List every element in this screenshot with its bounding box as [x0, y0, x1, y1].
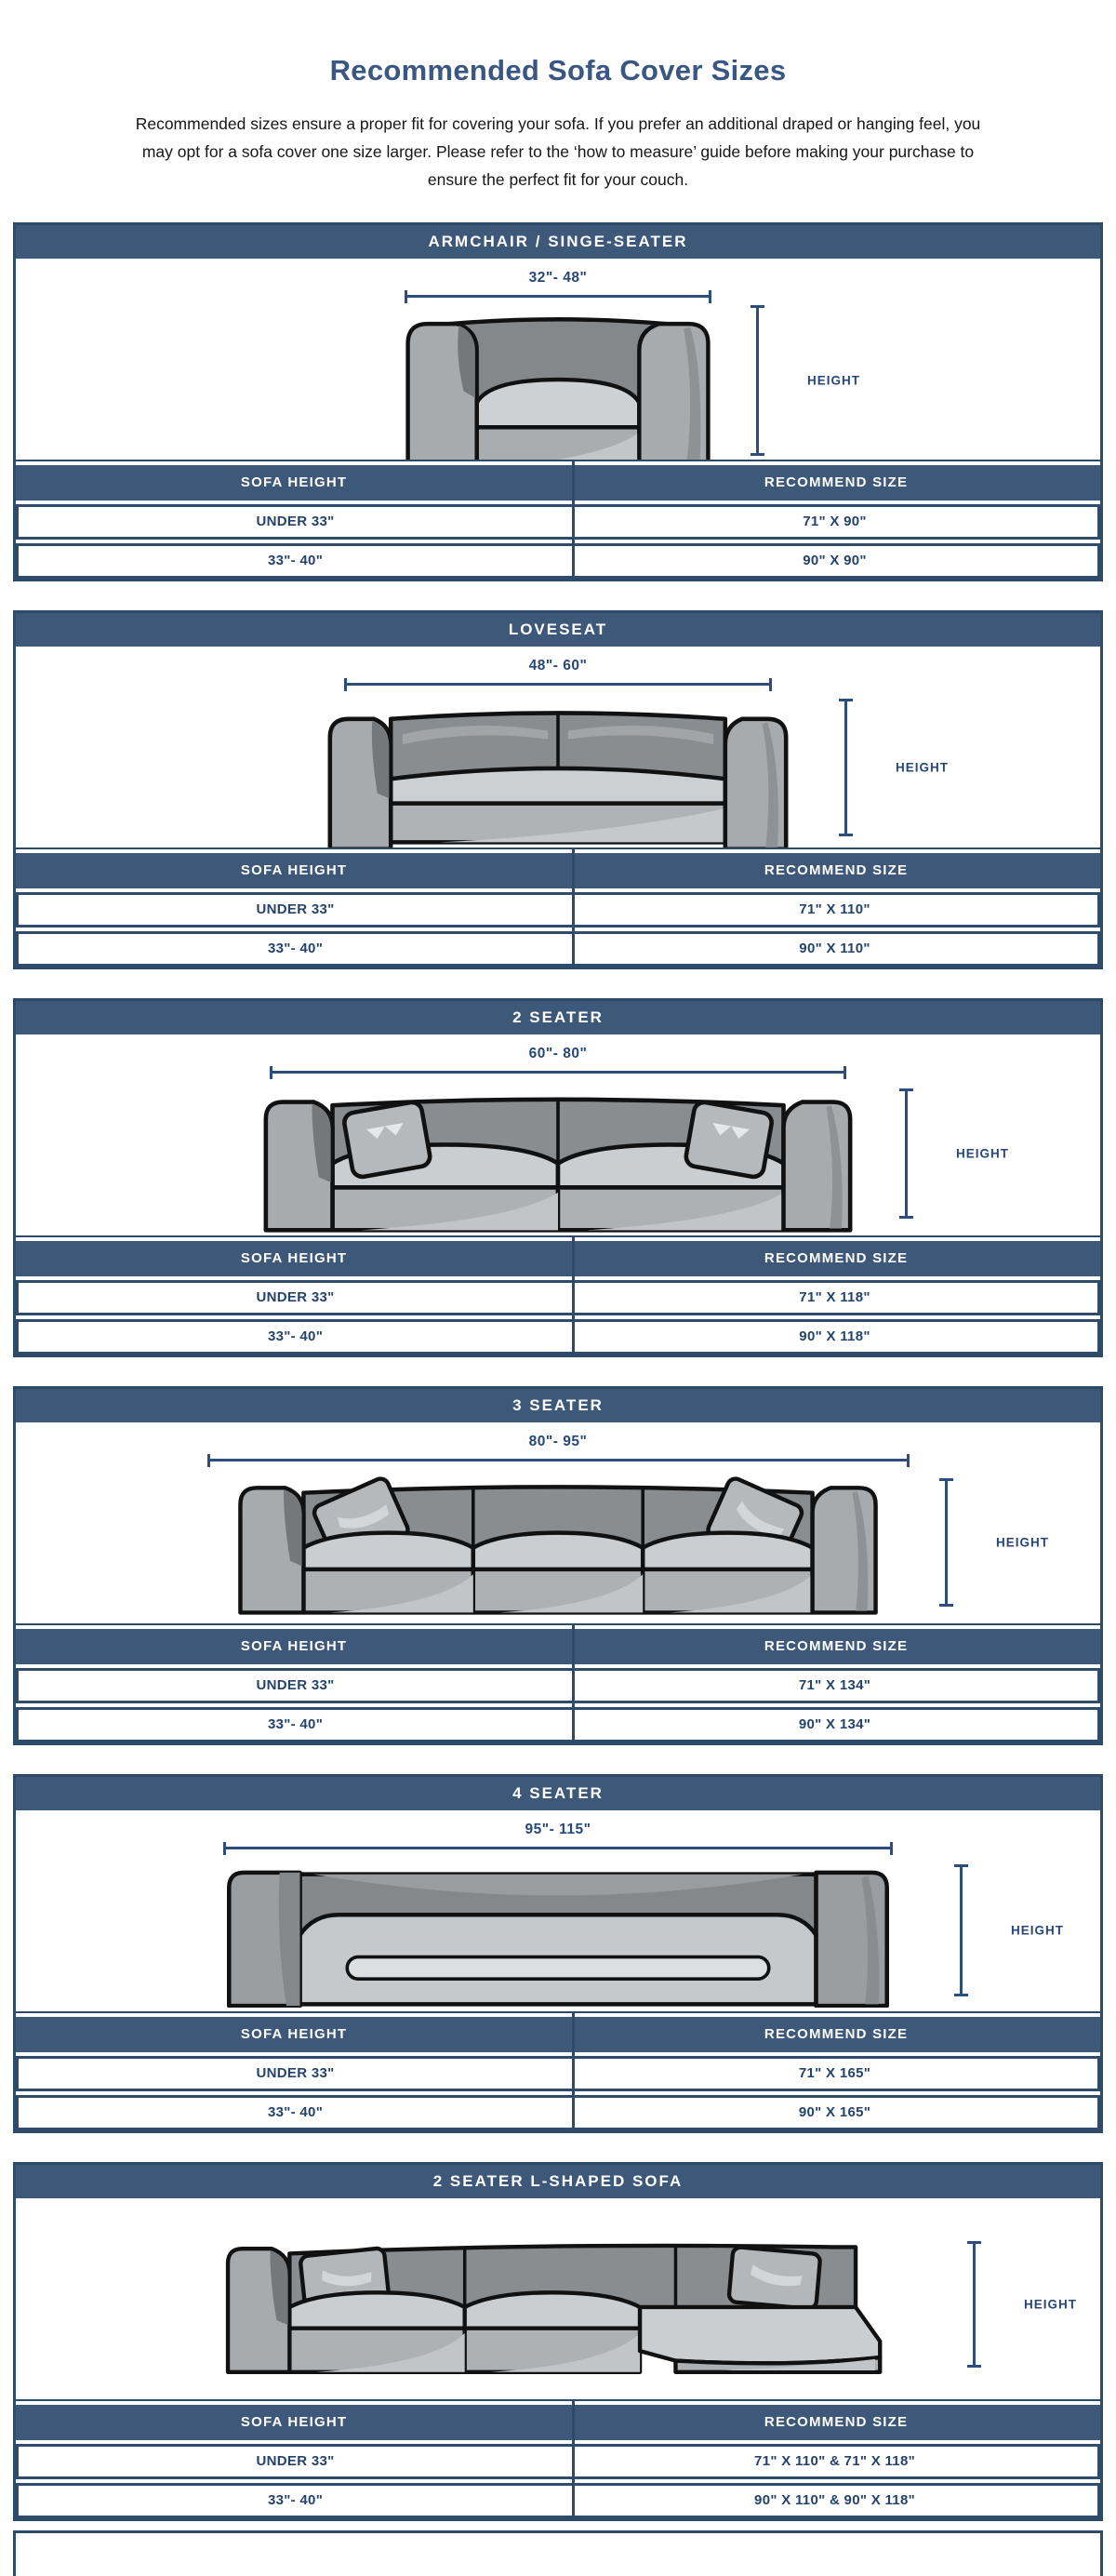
l-shaped-illustration	[16, 2198, 1100, 2399]
cell-sofa-height: UNDER 33"	[256, 2453, 335, 2469]
width-arrow	[405, 290, 711, 303]
cell-recommend-size: 90" X 110" & 90" X 118"	[754, 2492, 916, 2508]
2-seater-drawing	[251, 1087, 865, 1234]
column-divider	[572, 849, 575, 967]
cell-recommend-size: 90" X 90"	[803, 553, 867, 568]
loveseat-illustration	[16, 647, 1100, 848]
height-arrow	[756, 305, 759, 456]
loveseat-size-table	[16, 848, 1100, 967]
loveseat-drawing	[312, 699, 804, 848]
column-divider	[572, 1237, 575, 1355]
height-label: HEIGHT	[807, 373, 861, 388]
cell-sofa-height: UNDER 33"	[256, 1289, 335, 1305]
section-3-seater	[13, 1386, 1103, 1745]
cell-sofa-height: UNDER 33"	[256, 514, 335, 529]
cell-sofa-height: 33"- 40"	[267, 941, 324, 956]
section-2-seater-title: 2 SEATER	[16, 1001, 1100, 1034]
col-sofa-height: SOFA HEIGHT	[240, 862, 348, 878]
table-row	[16, 1668, 1100, 1703]
section-3-seater-title: 3 SEATER	[16, 1389, 1100, 1422]
column-divider	[572, 461, 575, 579]
col-sofa-height: SOFA HEIGHT	[240, 1250, 348, 1266]
cell-recommend-size: 90" X 165"	[798, 2104, 871, 2120]
column-divider	[572, 1625, 575, 1742]
col-recommend-size: RECOMMEND SIZE	[764, 862, 909, 878]
cell-sofa-height: UNDER 33"	[256, 901, 335, 917]
section-armchair	[13, 222, 1103, 581]
height-arrow	[960, 1864, 963, 1996]
col-sofa-height: SOFA HEIGHT	[240, 1638, 348, 1654]
table-row	[16, 1707, 1100, 1742]
table-row	[16, 1319, 1100, 1355]
cell-sofa-height: 33"- 40"	[267, 553, 324, 568]
cell-sofa-height: UNDER 33"	[256, 2065, 335, 2081]
width-dimension	[405, 270, 711, 303]
section-4-seater	[13, 1774, 1103, 2133]
page-title: Recommended Sofa Cover Sizes	[329, 54, 787, 87]
4-seater-illustration	[16, 1810, 1100, 2011]
intro-paragraph	[0, 110, 1116, 194]
2-seater-illustration	[16, 1034, 1100, 1235]
height-label: HEIGHT	[1011, 1923, 1065, 1938]
section-armchair-title: ARMCHAIR / SINGE-SEATER	[16, 225, 1100, 259]
table-row	[16, 1280, 1100, 1315]
height-arrow	[945, 1478, 948, 1607]
height-label: HEIGHT	[956, 1146, 1010, 1161]
table-header-row	[16, 1241, 1100, 1276]
3-seater-illustration	[16, 1422, 1100, 1623]
col-recommend-size: RECOMMEND SIZE	[764, 1250, 909, 1266]
table-row	[16, 931, 1100, 967]
cell-recommend-size: 71" X 118"	[799, 1289, 870, 1305]
width-dimension	[223, 1822, 893, 1855]
cell-recommend-size: 71" X 90"	[803, 514, 867, 529]
cell-recommend-size: 71" X 110"	[799, 901, 870, 917]
table-row	[16, 892, 1100, 928]
cell-recommend-size: 90" X 134"	[798, 1716, 871, 1732]
table-row	[16, 2483, 1100, 2518]
table-header-row	[16, 2017, 1100, 2052]
armchair-size-table	[16, 460, 1100, 579]
table-header-row	[16, 1629, 1100, 1664]
2-seater-size-table	[16, 1235, 1100, 1355]
section-4-seater-title: 4 SEATER	[16, 1777, 1100, 1810]
cell-sofa-height: 33"- 40"	[267, 1328, 324, 1344]
intro-line-1: Recommended sizes ensure a proper fit for covering your sofa. If you prefer an additional draped or hanging feel, you	[135, 114, 981, 133]
height-arrow	[973, 2241, 976, 2368]
col-recommend-size: RECOMMEND SIZE	[764, 1638, 909, 1654]
table-row	[16, 543, 1100, 579]
width-dimension	[344, 658, 772, 691]
width-arrow	[344, 678, 772, 691]
table-row	[16, 504, 1100, 540]
table-row	[16, 2056, 1100, 2091]
section-loveseat	[13, 610, 1103, 969]
cell-recommend-size: 71" X 134"	[798, 1677, 871, 1693]
intro-line-2: may opt for a sofa cover one size larger. Please refer to the ‘how to measure’ guide before making your purchase to	[141, 142, 975, 161]
col-sofa-height: SOFA HEIGHT	[240, 474, 348, 490]
width-range-label: 32"- 48"	[528, 270, 588, 286]
l-shaped-size-table	[16, 2399, 1100, 2518]
cell-recommend-size: 90" X 118"	[799, 1328, 870, 1344]
col-recommend-size: RECOMMEND SIZE	[764, 2026, 909, 2042]
table-header-row	[16, 465, 1100, 501]
col-recommend-size: RECOMMEND SIZE	[764, 474, 909, 490]
partial-empty-panel	[13, 2530, 1103, 2576]
width-arrow	[270, 1066, 846, 1079]
section-2-seater	[13, 998, 1103, 1357]
section-list	[13, 222, 1103, 2576]
section-loveseat-title: LOVESEAT	[16, 613, 1100, 647]
height-arrow	[844, 699, 847, 836]
column-divider	[572, 2013, 575, 2130]
table-header-row	[16, 2405, 1100, 2440]
cell-sofa-height: 33"- 40"	[267, 2492, 324, 2508]
l-shaped-drawing	[191, 2237, 925, 2377]
cell-sofa-height: 33"- 40"	[267, 2104, 324, 2120]
height-label: HEIGHT	[996, 1535, 1050, 1550]
width-dimension	[207, 1434, 910, 1467]
height-label: HEIGHT	[896, 760, 950, 775]
armchair-illustration	[16, 259, 1100, 460]
col-recommend-size: RECOMMEND SIZE	[764, 2414, 909, 2430]
4-seater-drawing	[205, 1862, 911, 2008]
3-seater-size-table	[16, 1623, 1100, 1742]
width-arrow	[207, 1454, 910, 1467]
col-sofa-height: SOFA HEIGHT	[240, 2026, 348, 2042]
intro-line-3: ensure the perfect fit for your couch.	[427, 170, 689, 189]
3-seater-drawing	[214, 1475, 902, 1616]
table-header-row	[16, 853, 1100, 888]
width-range-label: 48"- 60"	[528, 658, 588, 674]
width-arrow	[223, 1842, 893, 1855]
cell-recommend-size: 90" X 110"	[799, 941, 870, 956]
width-range-label: 60"- 80"	[528, 1046, 588, 1061]
table-row	[16, 2444, 1100, 2479]
section-l-shaped-title: 2 SEATER L-SHAPED SOFA	[16, 2165, 1100, 2198]
cell-sofa-height: UNDER 33"	[256, 1677, 335, 1693]
column-divider	[572, 2401, 575, 2518]
width-range-label: 80"- 95"	[528, 1434, 588, 1449]
col-sofa-height: SOFA HEIGHT	[240, 2414, 348, 2430]
height-label: HEIGHT	[1024, 2297, 1078, 2312]
section-l-shaped	[13, 2162, 1103, 2521]
cell-sofa-height: 33"- 40"	[267, 1716, 324, 1732]
cell-recommend-size: 71" X 165"	[798, 2065, 871, 2081]
table-row	[16, 2095, 1100, 2130]
width-dimension	[270, 1046, 846, 1079]
cell-recommend-size: 71" X 110" & 71" X 118"	[754, 2453, 916, 2469]
height-arrow	[905, 1088, 908, 1219]
4-seater-size-table	[16, 2011, 1100, 2130]
width-range-label: 95"- 115"	[525, 1822, 591, 1837]
armchair-drawing	[395, 311, 721, 460]
